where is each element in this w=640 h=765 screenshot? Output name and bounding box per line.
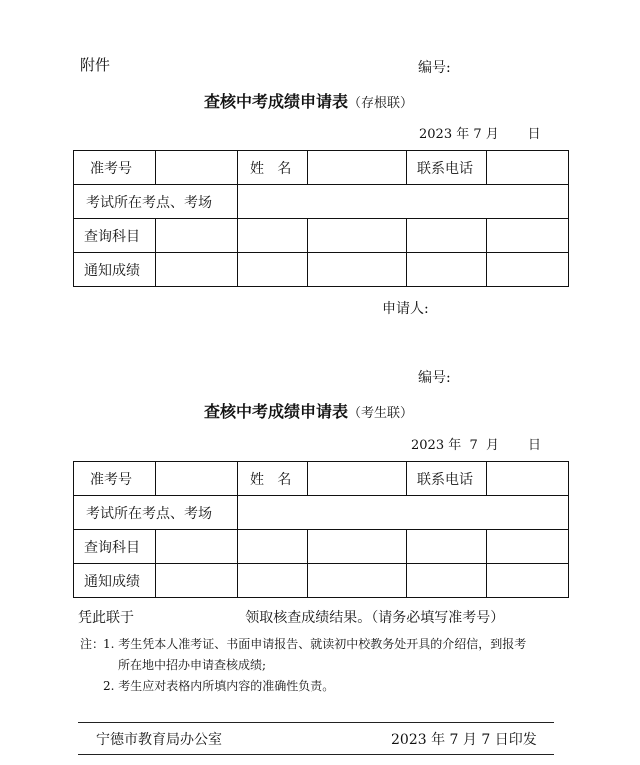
- student-notify-cell[interactable]: [487, 564, 569, 598]
- student-exam-no-label: 准考号: [74, 462, 156, 496]
- stub-subjects-label: 查询科目: [74, 219, 156, 253]
- student-notify-cell[interactable]: [156, 564, 238, 598]
- student-subject-cell[interactable]: [487, 530, 569, 564]
- stub-exam-no-field[interactable]: [156, 151, 238, 185]
- stub-subject-cell[interactable]: [308, 219, 407, 253]
- student-exam-no-field[interactable]: [156, 462, 238, 496]
- student-exam-site-field[interactable]: [238, 496, 569, 530]
- stub-subtitle: （存根联）: [348, 96, 414, 111]
- stub-notify-cell[interactable]: [238, 253, 308, 287]
- stub-notify-cell[interactable]: [487, 253, 569, 287]
- stub-date: 2023 年 7 月 日: [419, 127, 541, 142]
- note-item-1-line-1: 1. 考生凭本人准考证、书面申请报告、就读初中校教务处开具的介绍信，到报考: [103, 637, 527, 651]
- stub-number-label: 编号:: [418, 60, 451, 76]
- student-notify-label: 通知成绩: [74, 564, 156, 598]
- student-phone-field[interactable]: [487, 462, 569, 496]
- note-item-2: 2. 考生应对表格内所填内容的准确性负责。: [103, 679, 335, 693]
- student-name-field[interactable]: [308, 462, 407, 496]
- stub-exam-site-label: 考试所在考点、考场: [74, 185, 238, 219]
- student-subtitle: （考生联）: [348, 406, 414, 421]
- stub-notify-cell[interactable]: [156, 253, 238, 287]
- stub-subject-cell[interactable]: [156, 219, 238, 253]
- stub-exam-no-label: 准考号: [74, 151, 156, 185]
- student-subject-cell[interactable]: [156, 530, 238, 564]
- student-subjects-label: 查询科目: [74, 530, 156, 564]
- footer-rule-top: [78, 722, 554, 723]
- stub-title: [204, 89, 413, 112]
- stub-phone-label: 联系电话: [407, 151, 487, 185]
- student-phone-label: 联系电话: [407, 462, 487, 496]
- student-notify-cell[interactable]: [238, 564, 308, 598]
- student-notify-cell[interactable]: [407, 564, 487, 598]
- stub-notify-cell[interactable]: [407, 253, 487, 287]
- stub-notify-label: 通知成绩: [74, 253, 156, 287]
- stub-subject-cell[interactable]: [407, 219, 487, 253]
- student-title-text: 查核中考成绩申请表: [204, 402, 349, 421]
- stub-form-table: [73, 150, 569, 287]
- notes-prefix: 注：: [80, 637, 105, 651]
- student-subject-cell[interactable]: [407, 530, 487, 564]
- student-exam-site-label: 考试所在考点、考场: [74, 496, 238, 530]
- stub-subject-cell[interactable]: [487, 219, 569, 253]
- attachment-label: 附件: [80, 56, 111, 74]
- stub-subject-cell[interactable]: [238, 219, 308, 253]
- student-name-label: 姓 名: [238, 462, 308, 496]
- student-subject-cell[interactable]: [238, 530, 308, 564]
- student-title: [204, 399, 413, 422]
- footer-issuer: 宁德市教育局办公室: [96, 732, 222, 748]
- stub-title-text: 查核中考成绩申请表: [204, 92, 349, 111]
- student-subject-cell[interactable]: [308, 530, 407, 564]
- stub-notify-cell[interactable]: [308, 253, 407, 287]
- stub-name-label: 姓 名: [238, 151, 308, 185]
- stub-name-field[interactable]: [308, 151, 407, 185]
- footer-issue-date: 2023 年 7 月 7 日印发: [391, 732, 537, 748]
- note-item-1-line-2: 所在地中招办申请查核成绩;: [118, 658, 267, 672]
- stub-exam-site-field[interactable]: [238, 185, 569, 219]
- stub-applicant-label: 申请人:: [382, 301, 429, 317]
- stub-phone-field[interactable]: [487, 151, 569, 185]
- student-date: 2023 年 7 月 日: [411, 438, 541, 453]
- footer-rule-bottom: [78, 754, 554, 755]
- student-number-label: 编号:: [418, 370, 451, 386]
- student-notify-cell[interactable]: [308, 564, 407, 598]
- student-form-table: [73, 461, 569, 598]
- voucher-text: 凭此联于 领取核查成绩结果。（请务必填写准考号）: [78, 610, 505, 626]
